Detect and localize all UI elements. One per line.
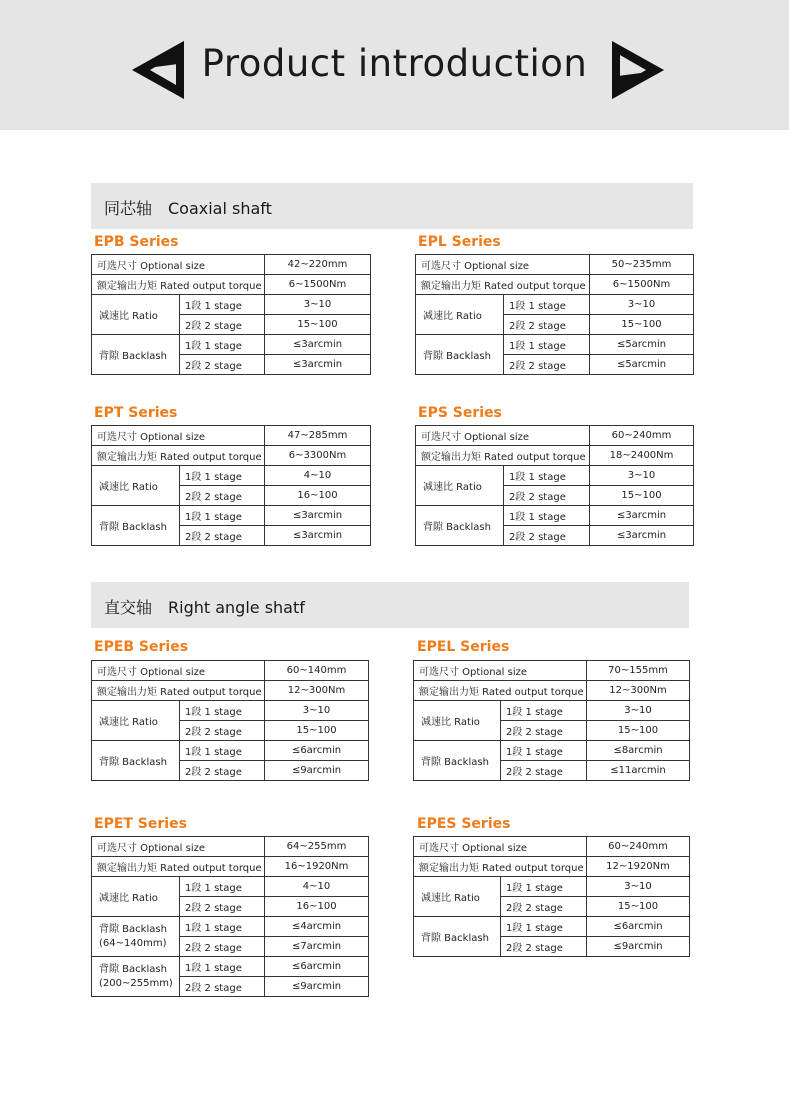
value-cell: 3~10 bbox=[265, 295, 371, 315]
spec-table-epet bbox=[91, 836, 369, 997]
value-cell: 12~300Nm bbox=[265, 681, 369, 701]
stage-cell: 2段 2 stage bbox=[180, 897, 265, 917]
value-cell: ≤7arcmin bbox=[265, 937, 369, 957]
value-cell: ≤8arcmin bbox=[587, 741, 690, 761]
table-row bbox=[92, 426, 371, 446]
value-cell: 4~10 bbox=[265, 877, 369, 897]
value-cell: ≤3arcmin bbox=[590, 506, 694, 526]
backlash-range: (64~140mm) bbox=[99, 937, 167, 949]
table-row bbox=[416, 506, 694, 526]
stage-cell: 2段 2 stage bbox=[180, 526, 265, 546]
table-row bbox=[92, 661, 369, 681]
backlash-range: (200~255mm) bbox=[99, 977, 173, 989]
stage-cell: 1段 1 stage bbox=[501, 877, 587, 897]
stage-cell: 1段 1 stage bbox=[180, 335, 265, 355]
table-row bbox=[414, 661, 690, 681]
label-cell: 可选尺寸 Optional size bbox=[414, 661, 587, 681]
value-cell: ≤3arcmin bbox=[590, 526, 694, 546]
value-cell: 3~10 bbox=[590, 295, 694, 315]
table-row bbox=[92, 681, 369, 701]
table-row bbox=[92, 917, 369, 937]
stage-cell: 2段 2 stage bbox=[180, 486, 265, 506]
table-row bbox=[414, 877, 690, 897]
spec-table-eps bbox=[415, 425, 694, 546]
series-title: EPEB Series bbox=[94, 639, 189, 655]
value-cell: 3~10 bbox=[587, 701, 690, 721]
value-cell: 18~2400Nm bbox=[590, 446, 694, 466]
label-cell: 可选尺寸 Optional size bbox=[92, 255, 265, 275]
backlash-label: 背隙 Backlash bbox=[99, 963, 167, 975]
spec-table-epel bbox=[413, 660, 690, 781]
section-right-angle bbox=[91, 582, 689, 628]
stage-cell: 1段 1 stage bbox=[180, 741, 265, 761]
stage-cell: 1段 1 stage bbox=[501, 701, 587, 721]
value-cell: 12~300Nm bbox=[587, 681, 690, 701]
backlash-label: 背隙 Backlash bbox=[99, 923, 167, 935]
stage-cell: 2段 2 stage bbox=[180, 721, 265, 741]
stage-cell: 1段 1 stage bbox=[180, 917, 265, 937]
series-title: EPES Series bbox=[417, 816, 511, 832]
stage-cell: 1段 1 stage bbox=[180, 957, 265, 977]
value-cell: 6~1500Nm bbox=[265, 275, 371, 295]
spec-table-epl bbox=[415, 254, 694, 375]
stage-cell: 1段 1 stage bbox=[180, 506, 265, 526]
value-cell: 50~235mm bbox=[590, 255, 694, 275]
table-row bbox=[416, 295, 694, 315]
label-cell: 额定输出力矩 Rated output torque bbox=[414, 681, 587, 701]
stage-cell: 1段 1 stage bbox=[504, 295, 590, 315]
stage-cell: 2段 2 stage bbox=[501, 721, 587, 741]
table-row bbox=[92, 446, 371, 466]
value-cell: 16~100 bbox=[265, 486, 371, 506]
label-cell: 减速比 Ratio bbox=[414, 701, 501, 741]
stage-cell: 1段 1 stage bbox=[501, 741, 587, 761]
label-cell: 减速比 Ratio bbox=[92, 466, 180, 506]
table-row bbox=[92, 275, 371, 295]
label-cell: 额定输出力矩 Rated output torque bbox=[92, 446, 265, 466]
spec-table-ept bbox=[91, 425, 371, 546]
stage-cell: 2段 2 stage bbox=[180, 977, 265, 997]
label-cell: 减速比 Ratio bbox=[92, 295, 180, 335]
label-cell: 背隙 Backlash bbox=[416, 506, 504, 546]
label-cell: 可选尺寸 Optional size bbox=[92, 837, 265, 857]
value-cell: ≤6arcmin bbox=[587, 917, 690, 937]
label-cell: 额定输出力矩 Rated output torque bbox=[92, 857, 265, 877]
label-cell: 背隙 Backlash bbox=[92, 335, 180, 375]
label-cell bbox=[92, 917, 180, 957]
table-row bbox=[92, 877, 369, 897]
stage-cell: 2段 2 stage bbox=[504, 526, 590, 546]
value-cell: 64~255mm bbox=[265, 837, 369, 857]
value-cell: 6~3300Nm bbox=[265, 446, 371, 466]
stage-cell: 1段 1 stage bbox=[180, 295, 265, 315]
label-cell: 额定输出力矩 Rated output torque bbox=[92, 275, 265, 295]
value-cell: ≤3arcmin bbox=[265, 506, 371, 526]
label-cell: 可选尺寸 Optional size bbox=[92, 426, 265, 446]
label-cell: 可选尺寸 Optional size bbox=[414, 837, 587, 857]
series-title: EPS Series bbox=[418, 405, 502, 421]
header-banner bbox=[0, 0, 789, 130]
label-cell: 可选尺寸 Optional size bbox=[416, 426, 590, 446]
label-cell: 背隙 Backlash bbox=[414, 741, 501, 781]
value-cell: 15~100 bbox=[590, 315, 694, 335]
value-cell: ≤9arcmin bbox=[265, 977, 369, 997]
series-title: EPET Series bbox=[94, 816, 187, 832]
stage-cell: 1段 1 stage bbox=[504, 506, 590, 526]
value-cell: 60~140mm bbox=[265, 661, 369, 681]
label-cell: 额定输出力矩 Rated output torque bbox=[414, 857, 587, 877]
table-row bbox=[92, 255, 371, 275]
label-cell: 减速比 Ratio bbox=[416, 466, 504, 506]
table-row bbox=[92, 701, 369, 721]
stage-cell: 1段 1 stage bbox=[180, 877, 265, 897]
value-cell: 3~10 bbox=[587, 877, 690, 897]
value-cell: ≤9arcmin bbox=[587, 937, 690, 957]
stage-cell: 2段 2 stage bbox=[504, 486, 590, 506]
label-cell: 可选尺寸 Optional size bbox=[92, 661, 265, 681]
value-cell: ≤3arcmin bbox=[265, 335, 371, 355]
table-row bbox=[92, 466, 371, 486]
spec-table-epeb bbox=[91, 660, 369, 781]
value-cell: ≤6arcmin bbox=[265, 957, 369, 977]
value-cell: 16~100 bbox=[265, 897, 369, 917]
label-cell: 背隙 Backlash bbox=[416, 335, 504, 375]
table-row bbox=[416, 335, 694, 355]
value-cell: ≤3arcmin bbox=[265, 526, 371, 546]
value-cell: 16~1920Nm bbox=[265, 857, 369, 877]
value-cell: ≤3arcmin bbox=[265, 355, 371, 375]
value-cell: 15~100 bbox=[265, 721, 369, 741]
label-cell: 背隙 Backlash bbox=[414, 917, 501, 957]
stage-cell: 1段 1 stage bbox=[504, 466, 590, 486]
value-cell: 4~10 bbox=[265, 466, 371, 486]
table-row bbox=[416, 426, 694, 446]
stage-cell: 1段 1 stage bbox=[180, 701, 265, 721]
value-cell: 3~10 bbox=[590, 466, 694, 486]
table-row bbox=[92, 857, 369, 877]
label-cell: 可选尺寸 Optional size bbox=[416, 255, 590, 275]
stage-cell: 1段 1 stage bbox=[501, 917, 587, 937]
table-row bbox=[416, 255, 694, 275]
value-cell: 12~1920Nm bbox=[587, 857, 690, 877]
series-title: EPL Series bbox=[418, 234, 501, 250]
value-cell: 15~100 bbox=[590, 486, 694, 506]
table-row bbox=[92, 506, 371, 526]
table-row bbox=[92, 837, 369, 857]
table-row bbox=[416, 466, 694, 486]
page-title: Product introduction bbox=[201, 42, 588, 85]
label-cell: 减速比 Ratio bbox=[92, 701, 180, 741]
value-cell: 15~100 bbox=[587, 897, 690, 917]
table-row bbox=[92, 295, 371, 315]
table-row bbox=[414, 837, 690, 857]
series-title: EPT Series bbox=[94, 405, 178, 421]
table-row bbox=[416, 446, 694, 466]
stage-cell: 1段 1 stage bbox=[180, 466, 265, 486]
label-cell: 背隙 Backlash bbox=[92, 741, 180, 781]
label-cell: 背隙 Backlash bbox=[92, 506, 180, 546]
stage-cell: 2段 2 stage bbox=[180, 315, 265, 335]
value-cell: ≤9arcmin bbox=[265, 761, 369, 781]
table-row bbox=[92, 741, 369, 761]
label-cell: 减速比 Ratio bbox=[92, 877, 180, 917]
value-cell: ≤11arcmin bbox=[587, 761, 690, 781]
label-cell: 额定输出力矩 Rated output torque bbox=[416, 275, 590, 295]
table-row bbox=[414, 857, 690, 877]
table-row bbox=[414, 701, 690, 721]
value-cell: 15~100 bbox=[265, 315, 371, 335]
value-cell: 70~155mm bbox=[587, 661, 690, 681]
label-cell: 减速比 Ratio bbox=[416, 295, 504, 335]
section-title: 直交轴 Right angle shatf bbox=[104, 598, 305, 617]
label-cell bbox=[92, 957, 180, 997]
label-cell: 额定输出力矩 Rated output torque bbox=[416, 446, 590, 466]
value-cell: 42~220mm bbox=[265, 255, 371, 275]
value-cell: 6~1500Nm bbox=[590, 275, 694, 295]
series-title: EPEL Series bbox=[417, 639, 510, 655]
stage-cell: 2段 2 stage bbox=[504, 355, 590, 375]
stage-cell: 1段 1 stage bbox=[504, 335, 590, 355]
section-title: 同芯轴 Coaxial shaft bbox=[104, 199, 272, 218]
stage-cell: 2段 2 stage bbox=[180, 761, 265, 781]
spec-table-epb bbox=[91, 254, 371, 375]
table-row bbox=[414, 741, 690, 761]
label-cell: 额定输出力矩 Rated output torque bbox=[92, 681, 265, 701]
section-coaxial bbox=[91, 183, 693, 229]
series-title: EPB Series bbox=[94, 234, 179, 250]
value-cell: 3~10 bbox=[265, 701, 369, 721]
stage-cell: 2段 2 stage bbox=[501, 761, 587, 781]
stage-cell: 2段 2 stage bbox=[504, 315, 590, 335]
value-cell: ≤5arcmin bbox=[590, 335, 694, 355]
right-arrow-icon bbox=[608, 38, 668, 102]
table-row bbox=[92, 335, 371, 355]
value-cell: 60~240mm bbox=[587, 837, 690, 857]
stage-cell: 2段 2 stage bbox=[180, 355, 265, 375]
value-cell: ≤4arcmin bbox=[265, 917, 369, 937]
value-cell: 47~285mm bbox=[265, 426, 371, 446]
value-cell: ≤5arcmin bbox=[590, 355, 694, 375]
table-row bbox=[416, 275, 694, 295]
table-row bbox=[92, 957, 369, 977]
value-cell: 60~240mm bbox=[590, 426, 694, 446]
label-cell: 减速比 Ratio bbox=[414, 877, 501, 917]
value-cell: ≤6arcmin bbox=[265, 741, 369, 761]
spec-table-epes bbox=[413, 836, 690, 957]
stage-cell: 2段 2 stage bbox=[501, 937, 587, 957]
stage-cell: 2段 2 stage bbox=[180, 937, 265, 957]
stage-cell: 2段 2 stage bbox=[501, 897, 587, 917]
table-row bbox=[414, 681, 690, 701]
table-row bbox=[414, 917, 690, 937]
value-cell: 15~100 bbox=[587, 721, 690, 741]
